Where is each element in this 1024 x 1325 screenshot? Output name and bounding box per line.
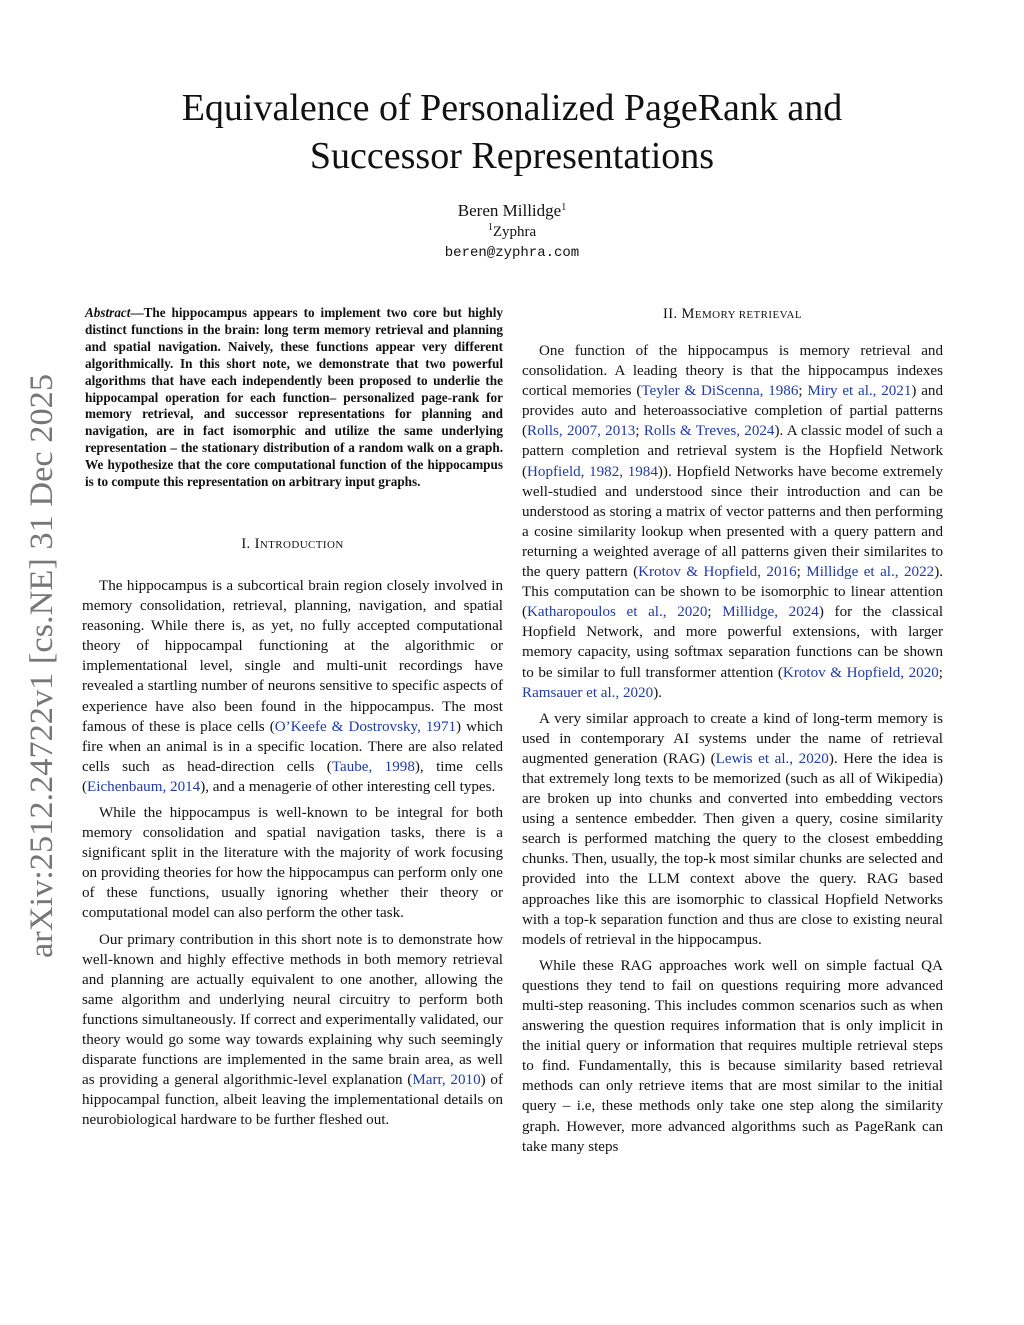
memory-paragraph-1: One function of the hippocampus is memory retrieval and consolidation. A leading theory is that the hippocampus indexes cortical memories (Teyler & DiScenna, 1986; Miry et al., 2021) and provides auto and heteroassociative completion of partial patterns (Rolls, 2007, 2013; Rolls & Treves, 2024). A classic model of such a pattern completion and retrieval system is the Hopfield Network (Hopfield, 1982, 1984)). Hopfield Networks have become extremely well-studied and understood since their introduction and can be understood as storing a matrix of vector patterns and then performing a cosine similarity lookup when presented with a query pattern and returning a weighted average of all patterns given their similarites to the query pattern (Krotov & Hopfield, 2016; Millidge et al., 2022). This computation can be shown to be isomorphic to linear attention (Katharopoulos et al., 2020; Millidge, 2024) for the classical Hopfield Network, and more powerful extensions, with larger memory capacity, using softmax separation functions can be shown to be similar to full transformer attention (Krotov & Hopfield, 2020; Ramsauer et al., 2020). — [522, 343, 944, 701]
citation-link[interactable]: Millidge et al., 2022 — [806, 564, 935, 581]
citation-link[interactable]: Eichenbaum, 2014 — [87, 778, 201, 795]
citation-link[interactable]: Rolls & Treves, 2024 — [643, 423, 775, 440]
affiliation: $^1$Zyphra — [487, 222, 537, 240]
left-column — [82, 305, 503, 1131]
memory-paragraph-2: A very similar approach to create a kind of long-term memory is used in contemporary AI systems under the name of retrieval augmented generation (RAG) (Lewis et al., 2020). Here the idea is that extremely long texts to be memorized (such as all of Wikipedia) are broken up into chunks and converted into embedding vectors using a sentence embedder. Then given a query, cosine similarity search is performed matching the query to the closest embedding chunks. Then, usually, the top-k most similar chunks are selected and provided into the LLM context above the query. RAG based approaches like this are isomorphic to classical Hopfield Networks with a top-k separation function and thus are close to existing neural models of retrieval in the hippocampus. — [522, 710, 944, 948]
citation-link[interactable]: Katharopoulos et al., 2020 — [527, 604, 708, 621]
intro-paragraph-1: The hippocampus is a subcortical brain region closely involved in memory consolidation, retrieval, planning, navigation, and spatial reasoning. While there is, as yet, no fully accepted computational theory of hippocampal functioning at the algorithmic or implementational level, single and multi-unit recordings have revealed a startling number of neurons sensitive to specific aspects of experience have also been found in the hippocampus. The most famous of these is place cells (O’Keefe & Dostrovsky, 1971) which fire when an animal is in a specific location. There are also related cells such as head-direction cells (Taube, 1998), time cells (Eichenbaum, 2014), and a menagerie of other interesting cell types. — [82, 577, 503, 795]
title-line-1: Equivalence of Personalized PageRank and — [181, 87, 843, 129]
title-line-2: Successor Representations — [309, 135, 715, 177]
author-email: beren@zyphra.com — [444, 245, 580, 261]
citation-link[interactable]: Hopfield, 1982, 1984 — [527, 463, 658, 480]
abstract-text: —The hippocampus appears to implement two core but highly distinct functions in the brain: long term memory retrieval and planning and spatial navigation. Naively, these functions appear very different algorithmically. In this short note, we demonstrate that two powerful algorithms that have each independently been proposed to underlie the hippocampal operation for each function– personalized page-rank for memory retrieval, and successor representations for planning and navigation, are in fact isomorphic and utilize the same underlying representation – the stationary distribution of a random walk on a graph. We hypothesize that the core computational function of the hippocampus is to compute this representation on arbitrary input graphs. — [85, 305, 503, 490]
section-heading-introduction: I. INTRODUCTION — [241, 535, 344, 552]
citation-link[interactable]: Teyler & DiScenna, 1986 — [641, 383, 799, 400]
intro-paragraph-2: While the hippocampus is well-known to be integral for both memory consolidation and spatial navigation tasks, there is a significant split in the literature with the majority of work focusing on providing theories for how the hippocampus can perform only one of these functions, usually ignoring whether their theory or computational model can also perform the other task. — [82, 805, 503, 922]
abstract — [82, 305, 503, 491]
citation-link[interactable]: Rolls, 2007, 2013 — [527, 423, 636, 440]
abstract-label: Abstract — [85, 305, 131, 320]
citation-link[interactable]: Krotov & Hopfield, 2016 — [638, 564, 797, 581]
author-block — [0, 200, 1024, 264]
author-superscript: 1 — [561, 202, 567, 213]
citation-link[interactable]: O’Keefe & Dostrovsky, 1971 — [274, 718, 457, 735]
intro-paragraph-3: Our primary contribution in this short note is to demonstrate how well-known and highly effective methods in both memory retrieval and planning are actually equivalent to one another, allowing the same algorithm and underlying neural circuitry to perform both functions simultaneously. If correct and experimentally validated, our theory would go some way towards explaining why such seemingly disparate functions are implemented in the same brain area, as well as providing a general algorithmic-level explanation (Marr, 2010) of hippocampal function, albeit leaving the implementational details on neurobiological hardware to be further fleshed out. — [82, 931, 503, 1129]
paper-title — [0, 84, 1024, 180]
citation-link[interactable]: Krotov & Hopfield, 2020 — [782, 664, 939, 681]
arxiv-identifier-stamp — [14, 372, 68, 960]
citation-link[interactable]: Lewis et al., 2020 — [715, 750, 829, 767]
arxiv-identifier-text: arXiv:2512.24722v1 [cs.NE] 31 Dec 2025 — [24, 397, 60, 958]
section-heading-memory-retrieval: II. MEMORY RETRIEVAL — [663, 306, 802, 322]
right-column — [522, 304, 943, 1157]
affiliation-superscript: 1 — [487, 222, 493, 233]
citation-link[interactable]: Taube, 1998 — [331, 758, 415, 775]
citation-link[interactable]: Miry et al., 2021 — [807, 383, 912, 400]
citation-link[interactable]: Marr, 2010 — [412, 1072, 481, 1089]
citation-link[interactable]: Ramsauer et al., 2020 — [522, 684, 654, 701]
memory-paragraph-3: While these RAG approaches work well on simple factual QA questions they tend to fail on questions requiring more advanced multi-step reasoning. This includes common scenarios such as when answering the question requires information that is only implicit in the initial query or information that requires multiple retrieval steps to find. Fundamentally, this is because similarity based retrieval methods can only retrieve items that are most similar to the initial query – i.e, these methods only take one step along the similarity graph. However, more advanced algorithms such as PageRank can take many steps — [522, 957, 943, 1155]
citation-link[interactable]: Millidge, 2024 — [722, 604, 819, 621]
author-name: Beren Millidge$^1$ — [457, 201, 567, 220]
